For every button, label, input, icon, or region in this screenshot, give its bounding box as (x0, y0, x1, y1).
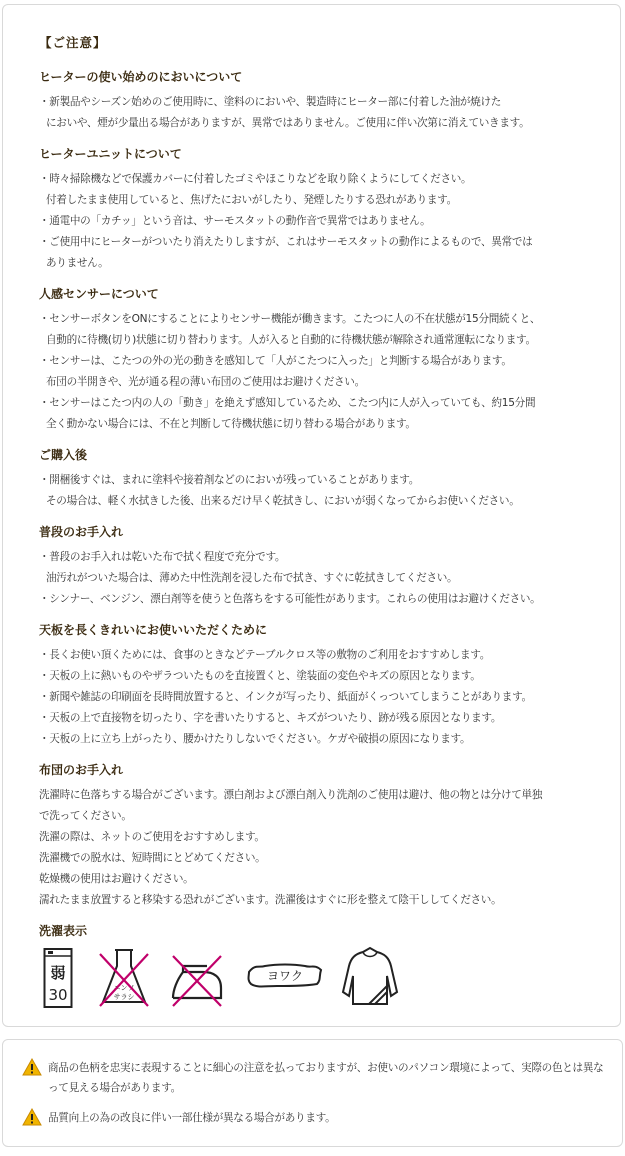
section-line: 全く動かない場合には、不在と判断して待機状態に切り替わる場合があります。 (46, 418, 416, 430)
section-line: 布団の半開きや、光が通る程の薄い布団のご使用はお避けください。 (46, 376, 365, 388)
laundry-icons (39, 946, 617, 1016)
section-line: ・センサーボタンをONにすることによりセンサー機能が働きます。こたつに人の不在状態が15分間続くと、 (39, 313, 541, 325)
section-3 (39, 447, 617, 512)
page-title: 【ご注意】 (39, 35, 107, 50)
bleach-label: エンソ (113, 984, 135, 992)
section-line: ・シンナー、ベンジン、漂白剤等を使うと色落ちをする可能性があります。これらの使用はお避けください。 (39, 593, 541, 605)
section-heading: 普段のお手入れ (39, 525, 124, 539)
sections-container (39, 69, 617, 911)
laundry-section (39, 923, 617, 1016)
bleach-label-2: サラシ (113, 993, 135, 1001)
notice-row-spec (22, 1108, 612, 1128)
laundry-heading: 洗濯表示 (39, 924, 88, 938)
section-line: 乾燥機の使用はお避けください。 (39, 873, 194, 885)
section-heading: 布団のお手入れ (39, 763, 124, 777)
section-line: ・天板の上で直接物を切ったり、字を書いたりすると、キズがついたり、跡が残る原因となります。 (39, 712, 502, 724)
section-line: 洗濯機での脱水は、短時間にとどめてください。 (39, 852, 266, 864)
notice-row-color (22, 1058, 612, 1098)
section-line: 濡れたまま放置すると移染する恐れがございます。洗濯後はすぐに形を整えて陰干ししてください。 (39, 894, 502, 906)
section-heading: 天板を長くきれいにお使いいただくために (39, 623, 268, 637)
section-5 (39, 622, 617, 750)
warning-icon (22, 1108, 42, 1126)
wash-weak-label: 弱 (50, 964, 66, 982)
caution-card (2, 4, 621, 1027)
section-line: ・新製品やシーズン始めのご使用時に、塗料のにおいや、製造時にヒーター部に付着した油が焼けた (39, 96, 502, 108)
section-line: ・普段のお手入れは乾いた布で拭く程度で充分です。 (39, 551, 286, 563)
section-line: 自動的に待機(切り)状態に切り替わります。人が入ると自動的に待機状態が解除され通常運転になります。 (46, 334, 536, 346)
no-bleach-icon (97, 946, 151, 1010)
section-heading: ご購入後 (39, 448, 88, 462)
notice-box (2, 1039, 623, 1147)
notice-color-text: 商品の色柄を忠実に表現することに細心の注意を払っておりますが、お使いのパソコン環境によって、実際の色とは異なって見える場合があります。 (48, 1062, 604, 1094)
wash-weak-30-icon (43, 946, 73, 1010)
section-heading: 人感センサーについて (39, 287, 159, 301)
section-line: ・通電中の「カチッ」という音は、サーモスタットの動作音で異常ではありません。 (39, 215, 431, 227)
section-line: ・時々掃除機などで保護カバーに付着したゴミやほこりなどを取り除くようにしてください。 (39, 173, 472, 185)
section-line: で洗ってください。 (39, 810, 132, 822)
caution-content (39, 35, 617, 1028)
section-6 (39, 762, 617, 911)
section-line: ・新聞や雑誌の印刷面を長時間放置すると、インクが写ったり、紙面がくっついてしまうことがあります。 (39, 691, 532, 703)
section-heading: ヒーターユニットについて (39, 147, 182, 161)
section-line: ・長くお使い頂くためには、食事のときなどテーブルクロス等の敷物のご利用をおすすめします。 (39, 649, 491, 661)
wring-label: ヨワク (266, 969, 304, 983)
section-line: ・開梱後すぐは、まれに塗料や接着剤などのにおいが残っていることがあります。 (39, 474, 420, 486)
shade-dry-flat-icon (341, 946, 399, 1010)
section-line: ・ご使用中にヒーターがついたり消えたりしますが、これはサーモスタットの動作によるもので、異常では (39, 236, 533, 248)
wash-temp-label: 30 (48, 986, 68, 1004)
section-line: ありません。 (46, 257, 109, 269)
section-heading: ヒーターの使い始めのにおいについて (39, 70, 243, 84)
section-4 (39, 524, 617, 610)
section-line: ・天板の上に立ち上がったり、腰かけたりしないでください。ケガや破損の原因になります。 (39, 733, 471, 745)
section-1 (39, 146, 617, 274)
section-line: 洗濯時に色落ちする場合がございます。漂白剤および漂白剤入り洗剤のご使用は避け、他の物とは分けて単独 (39, 789, 543, 801)
section-line: ・天板の上に熱いものやザラついたものを直接置くと、塗装面の変色やキズの原因となります。 (39, 670, 481, 682)
notice-spec-text: 品質向上の為の改良に伴い一部仕様が異なる場合があります。 (48, 1112, 336, 1124)
section-line: 付着したまま使用していると、焦げたにおいがしたり、発煙したりする恐れがあります。 (46, 194, 457, 206)
section-line: 油汚れがついた場合は、薄めた中性洗剤を浸した布で拭き、すぐに乾拭きしてください。 (46, 572, 458, 584)
section-line: においや、煙が少量出る場合がありますが、異常ではありません。ご使用に伴い次第に消えていきます。 (46, 117, 530, 129)
section-line: ・センサーは、こたつの外の光の動きを感知して「人がこたつに入った」と判断する場合があります。 (39, 355, 512, 367)
section-2 (39, 286, 617, 435)
section-line: 洗濯の際は、ネットのご使用をおすすめします。 (39, 831, 265, 843)
wring-weak-icon (245, 946, 325, 1010)
warning-icon (22, 1058, 42, 1076)
section-line: ・センサーはこたつ内の人の「動き」を絶えず感知しているため、こたつ内に人が入っていても、約15分間 (39, 397, 536, 409)
section-0 (39, 69, 617, 134)
no-iron-icon (169, 946, 225, 1010)
section-line: その場合は、軽く水拭きした後、出来るだけ早く乾拭きし、においが弱くなってからお使いください。 (46, 495, 520, 507)
